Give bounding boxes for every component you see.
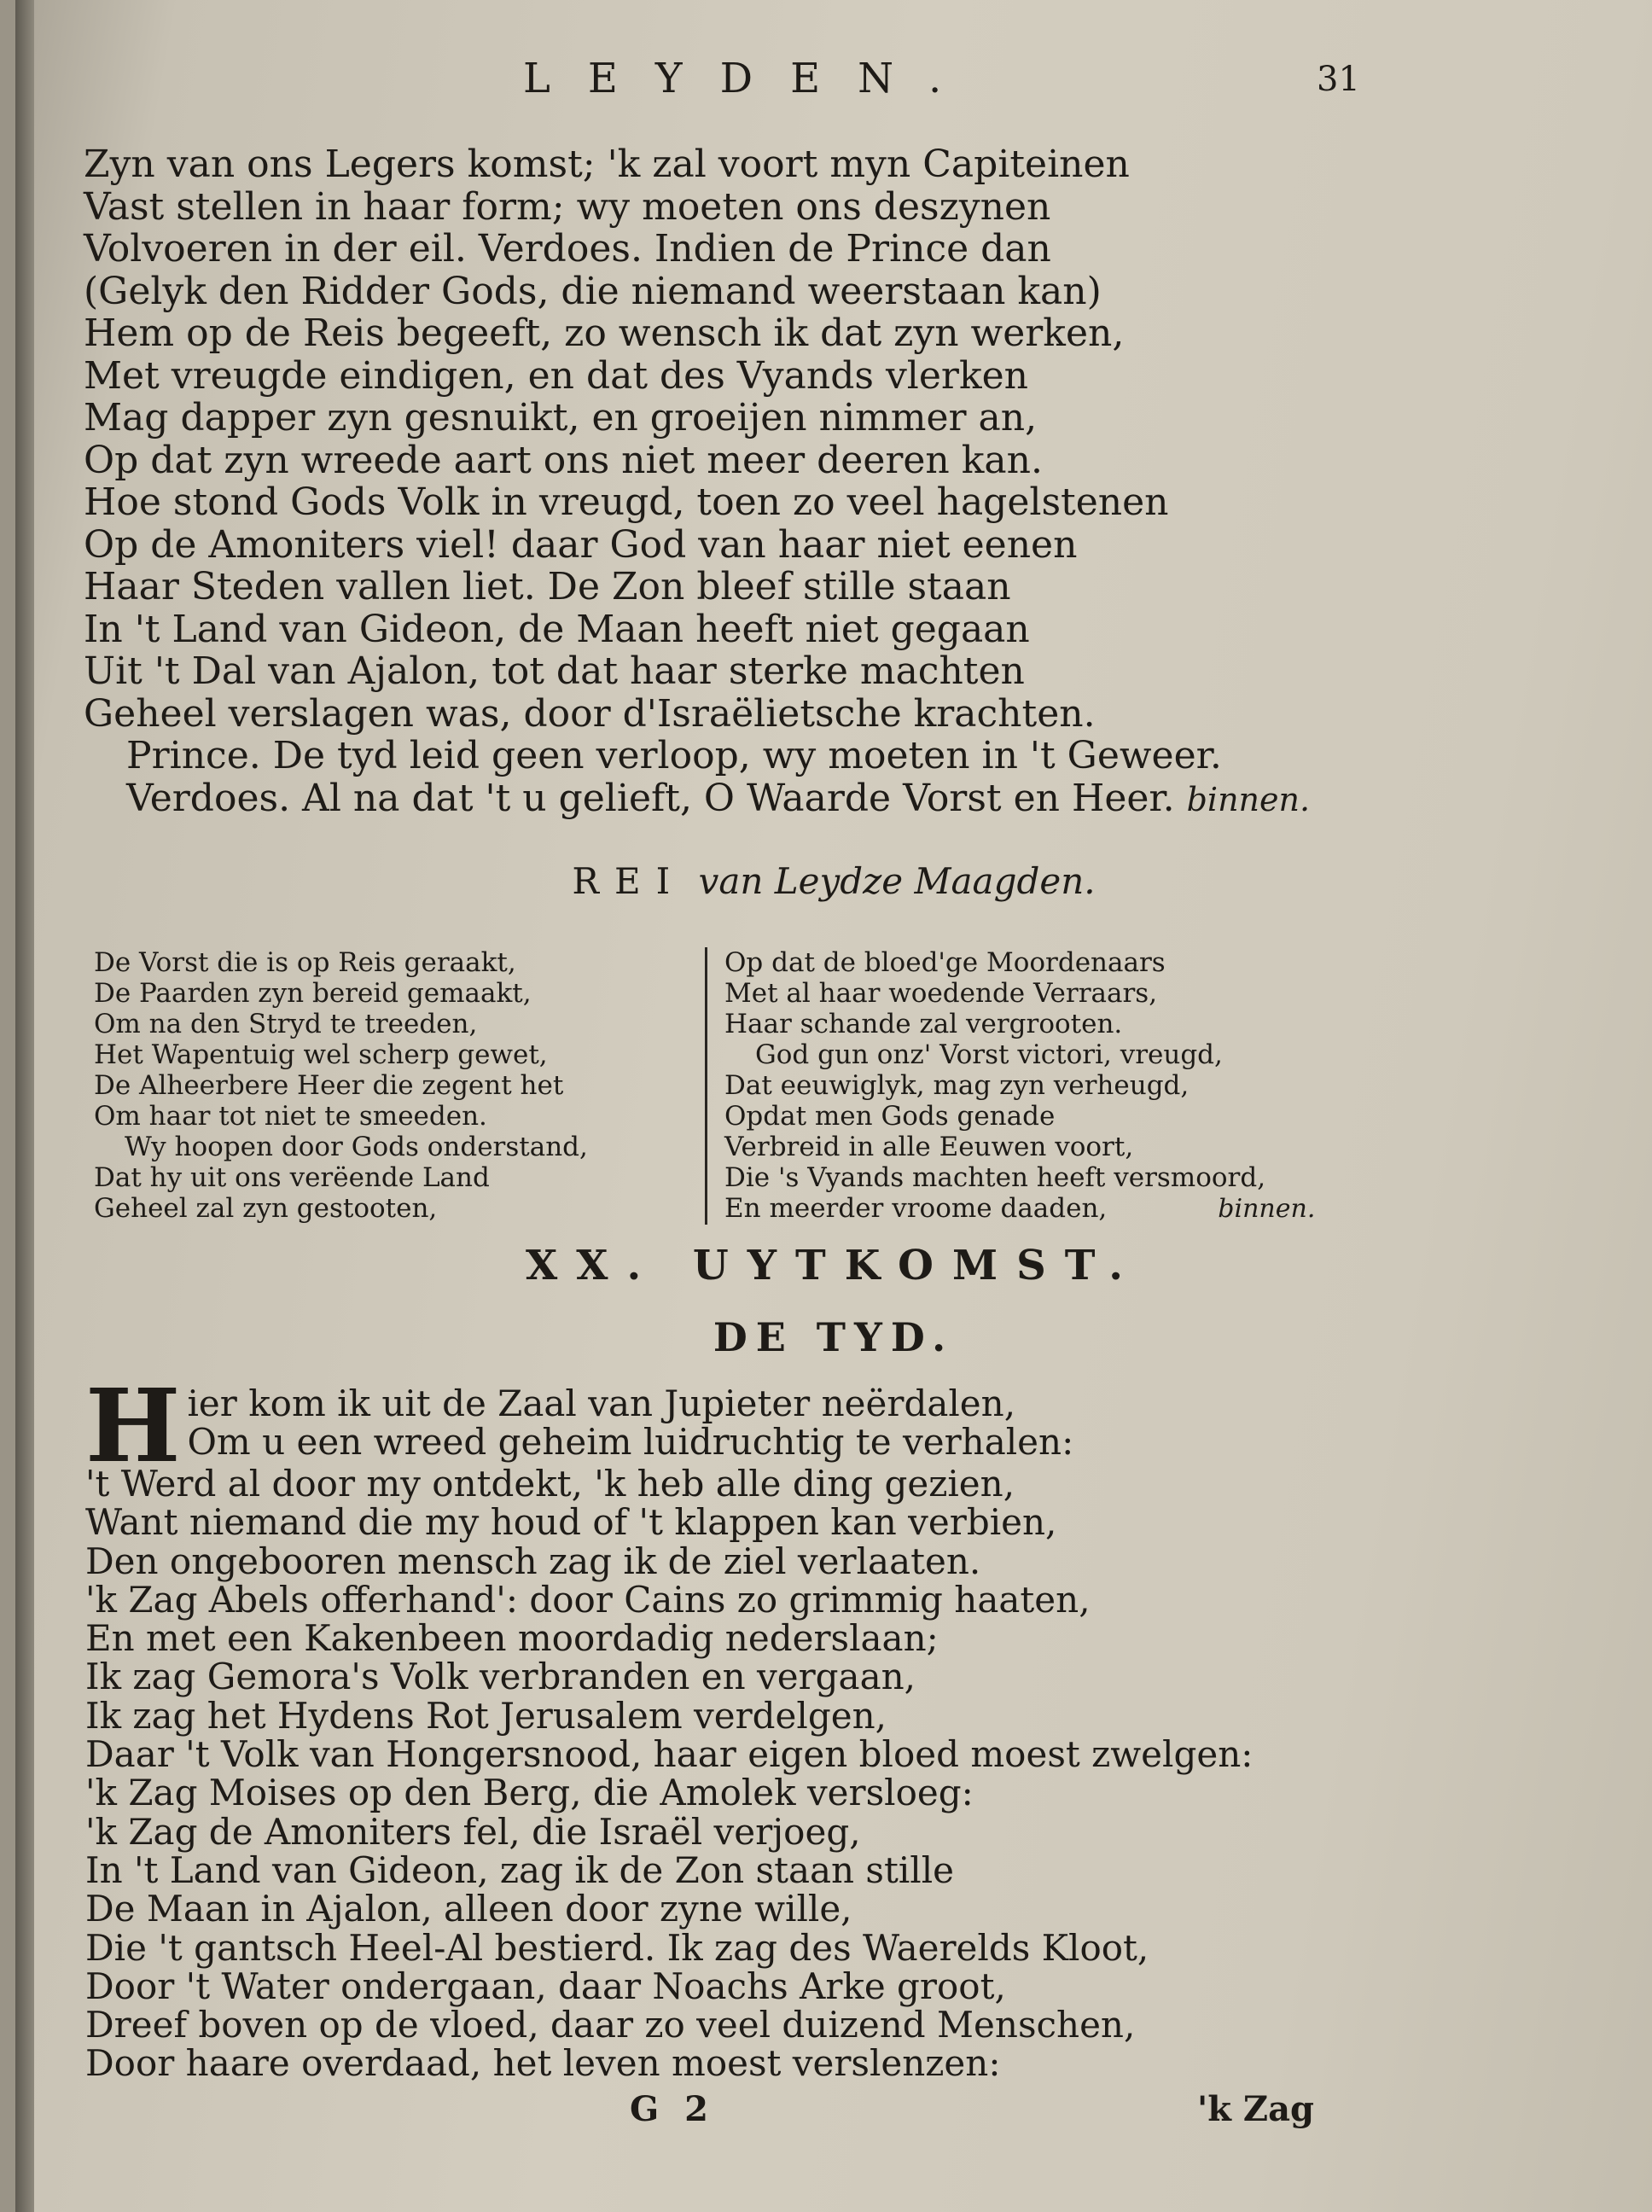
speech-line: En met een Kakenbeen moordadig nederslaan;	[85, 1617, 939, 1660]
song-line: God gun onz' Vorst victori, vreugd,	[755, 1039, 1223, 1070]
speech-line: Die 't gantsch Heel-Al bestierd. Ik zag des Waerelds Kloot,	[85, 1926, 1149, 1969]
song-line: Die 's Vyands machten heeft versmoord,	[724, 1162, 1266, 1193]
song-line: Dat eeuwiglyk, mag zyn verheugd,	[724, 1070, 1190, 1101]
stage-direction: binnen.	[1218, 1194, 1316, 1224]
speech-line: 'k Zag de Amoniters fel, die Israël verjoeg,	[85, 1810, 861, 1853]
song-line: Met al haar woedende Verraars,	[724, 978, 1158, 1009]
song-line: Om haar tot niet te smeeden.	[94, 1101, 487, 1132]
speech-line: Om u een wreed geheim luidruchtig te verhalen:	[187, 1421, 1074, 1464]
verse-line: Volvoeren in der eil. Verdoes. Indien de Prince dan	[84, 227, 1051, 271]
book-page	[15, 0, 1652, 2212]
song-column-left	[94, 947, 691, 1224]
speech-line: Den ongebooren mensch zag ik de ziel verlaaten.	[85, 1540, 981, 1582]
running-title: LEYDEN.	[523, 55, 980, 102]
scene-heading: XX. UYTKOMST.	[525, 1242, 1143, 1289]
speech-line: Dreef boven op de vloed, daar zo veel duizend Menschen,	[85, 2004, 1136, 2046]
speech-line: De Maan in Ajalon, alleen door zyne wille,	[85, 1888, 852, 1930]
verse-line: Mag dapper zyn gesnuikt, en groeijen nimmer an,	[84, 396, 1038, 439]
song-line: Haar schande zal vergrooten.	[724, 1009, 1123, 1039]
song-line: De Paarden zyn bereid gemaakt,	[94, 978, 532, 1009]
song-line: Om na den Stryd te treeden,	[94, 1009, 478, 1039]
book-spine	[15, 0, 34, 2212]
speech-line: Daar 't Volk van Hongersnood, haar eigen bloed moest zwelgen:	[85, 1733, 1254, 1776]
verse-line: Op de Amoniters viel! daar God van haar niet eenen	[84, 522, 1078, 567]
rei-title-rest: van Leydze Maagden.	[698, 860, 1096, 902]
speech-line: In 't Land van Gideon, zag ik de Zon staan stille	[85, 1848, 955, 1891]
song-line: Geheel zal zyn gestooten,	[94, 1193, 438, 1224]
verse-line: Geheel verslagen was, door d'Israëlietsche krachten.	[84, 691, 1096, 736]
verse-line: Haar Steden vallen liet. De Zon bleef stille staan	[84, 565, 1011, 608]
signature-mark: G 2	[630, 2089, 715, 2129]
speech-line: 'k Zag Abels offerhand': door Cains zo grimmig haaten,	[85, 1578, 1091, 1621]
verse-line: Op dat zyn wreede aart ons niet meer deeren kan.	[84, 438, 1043, 482]
verse-line: Hem op de Reis begeeft, zo wensch ik dat zyn werken,	[84, 311, 1125, 355]
speech-line: Ik zag Gemora's Volk verbranden en vergaan,	[85, 1656, 916, 1698]
verse-line	[84, 777, 1364, 820]
song-line: Verbreid in alle Eeuwen voort,	[724, 1132, 1134, 1162]
verse-line-text: Verdoes. Al na dat 't u gelieft, O Waarde Vorst en Heer.	[126, 776, 1175, 820]
verse-line: Uit 't Dal van Ajalon, tot dat haar sterke machten	[84, 649, 1025, 693]
verse-line: In 't Land van Gideon, de Maan heeft niet gegaan	[84, 607, 1030, 651]
song-line: De Alheerbere Heer die zegent het	[94, 1070, 564, 1101]
speech-line: ier kom ik uit de Zaal van Jupieter neërdalen,	[187, 1382, 1016, 1424]
rei-title-caps: REI	[572, 860, 686, 902]
song-line: De Vorst die is op Reis geraakt,	[94, 947, 516, 978]
verse-line: (Gelyk den Ridder Gods, die niemand weerstaan kan)	[84, 269, 1102, 313]
catchword: 'k Zag	[1197, 2089, 1314, 2129]
song-line: Opdat men Gods genade	[724, 1101, 1056, 1132]
song-line: Dat hy uit ons verëende Land	[94, 1162, 490, 1193]
song-line-text: En meerder vroome daaden,	[724, 1193, 1108, 1224]
song-line: Het Wapentuig wel scherp gewet,	[94, 1039, 548, 1070]
page-number: 31	[1317, 60, 1360, 99]
verse-line: Met vreugde eindigen, en dat des Vyands vlerken	[84, 353, 1028, 398]
page-header	[15, 55, 1652, 114]
rei-title	[15, 860, 1652, 902]
verse-line: Prince. De tyd leid geen verloop, wy moeten in 't Geweer.	[126, 734, 1222, 777]
drop-cap: H	[85, 1366, 181, 1485]
verse-line: Hoe stond Gods Volk in vreugd, toen zo veel hagelstenen	[84, 480, 1169, 524]
song-line: Wy hoopen door Gods onderstand,	[125, 1132, 588, 1162]
speaker-heading: DE TYD.	[713, 1314, 955, 1360]
verse-line: Vast stellen in haar form; wy moeten ons deszynen	[84, 184, 1051, 229]
song-column-right	[705, 947, 1373, 1225]
speech-line: 't Werd al door my ontdekt, 'k heb alle ding gezien,	[85, 1463, 1015, 1505]
page-footer	[15, 2089, 1652, 2140]
stage-direction: binnen.	[1186, 780, 1311, 818]
verse-block	[84, 143, 1364, 819]
speech-line: Door 't Water ondergaan, daar Noachs Arke groot,	[85, 1965, 1006, 2007]
speech-line: Want niemand die my houd of 't klappen kan verbien,	[85, 1501, 1057, 1544]
verse-line: Zyn van ons Legers komst; 'k zal voort myn Capiteinen	[84, 143, 1130, 186]
song-line: Op dat de bloed'ge Moordenaars	[724, 947, 1166, 978]
speech-line: 'k Zag Moises op den Berg, die Amolek versloeg:	[85, 1772, 974, 1814]
song-line	[724, 1193, 1373, 1225]
speech-line: Door haare overdaad, het leven moest verslenzen:	[85, 2042, 1001, 2085]
speech-line: Ik zag het Hydens Rot Jerusalem verdelgen,	[85, 1694, 887, 1737]
speech-block	[85, 1366, 1365, 2085]
